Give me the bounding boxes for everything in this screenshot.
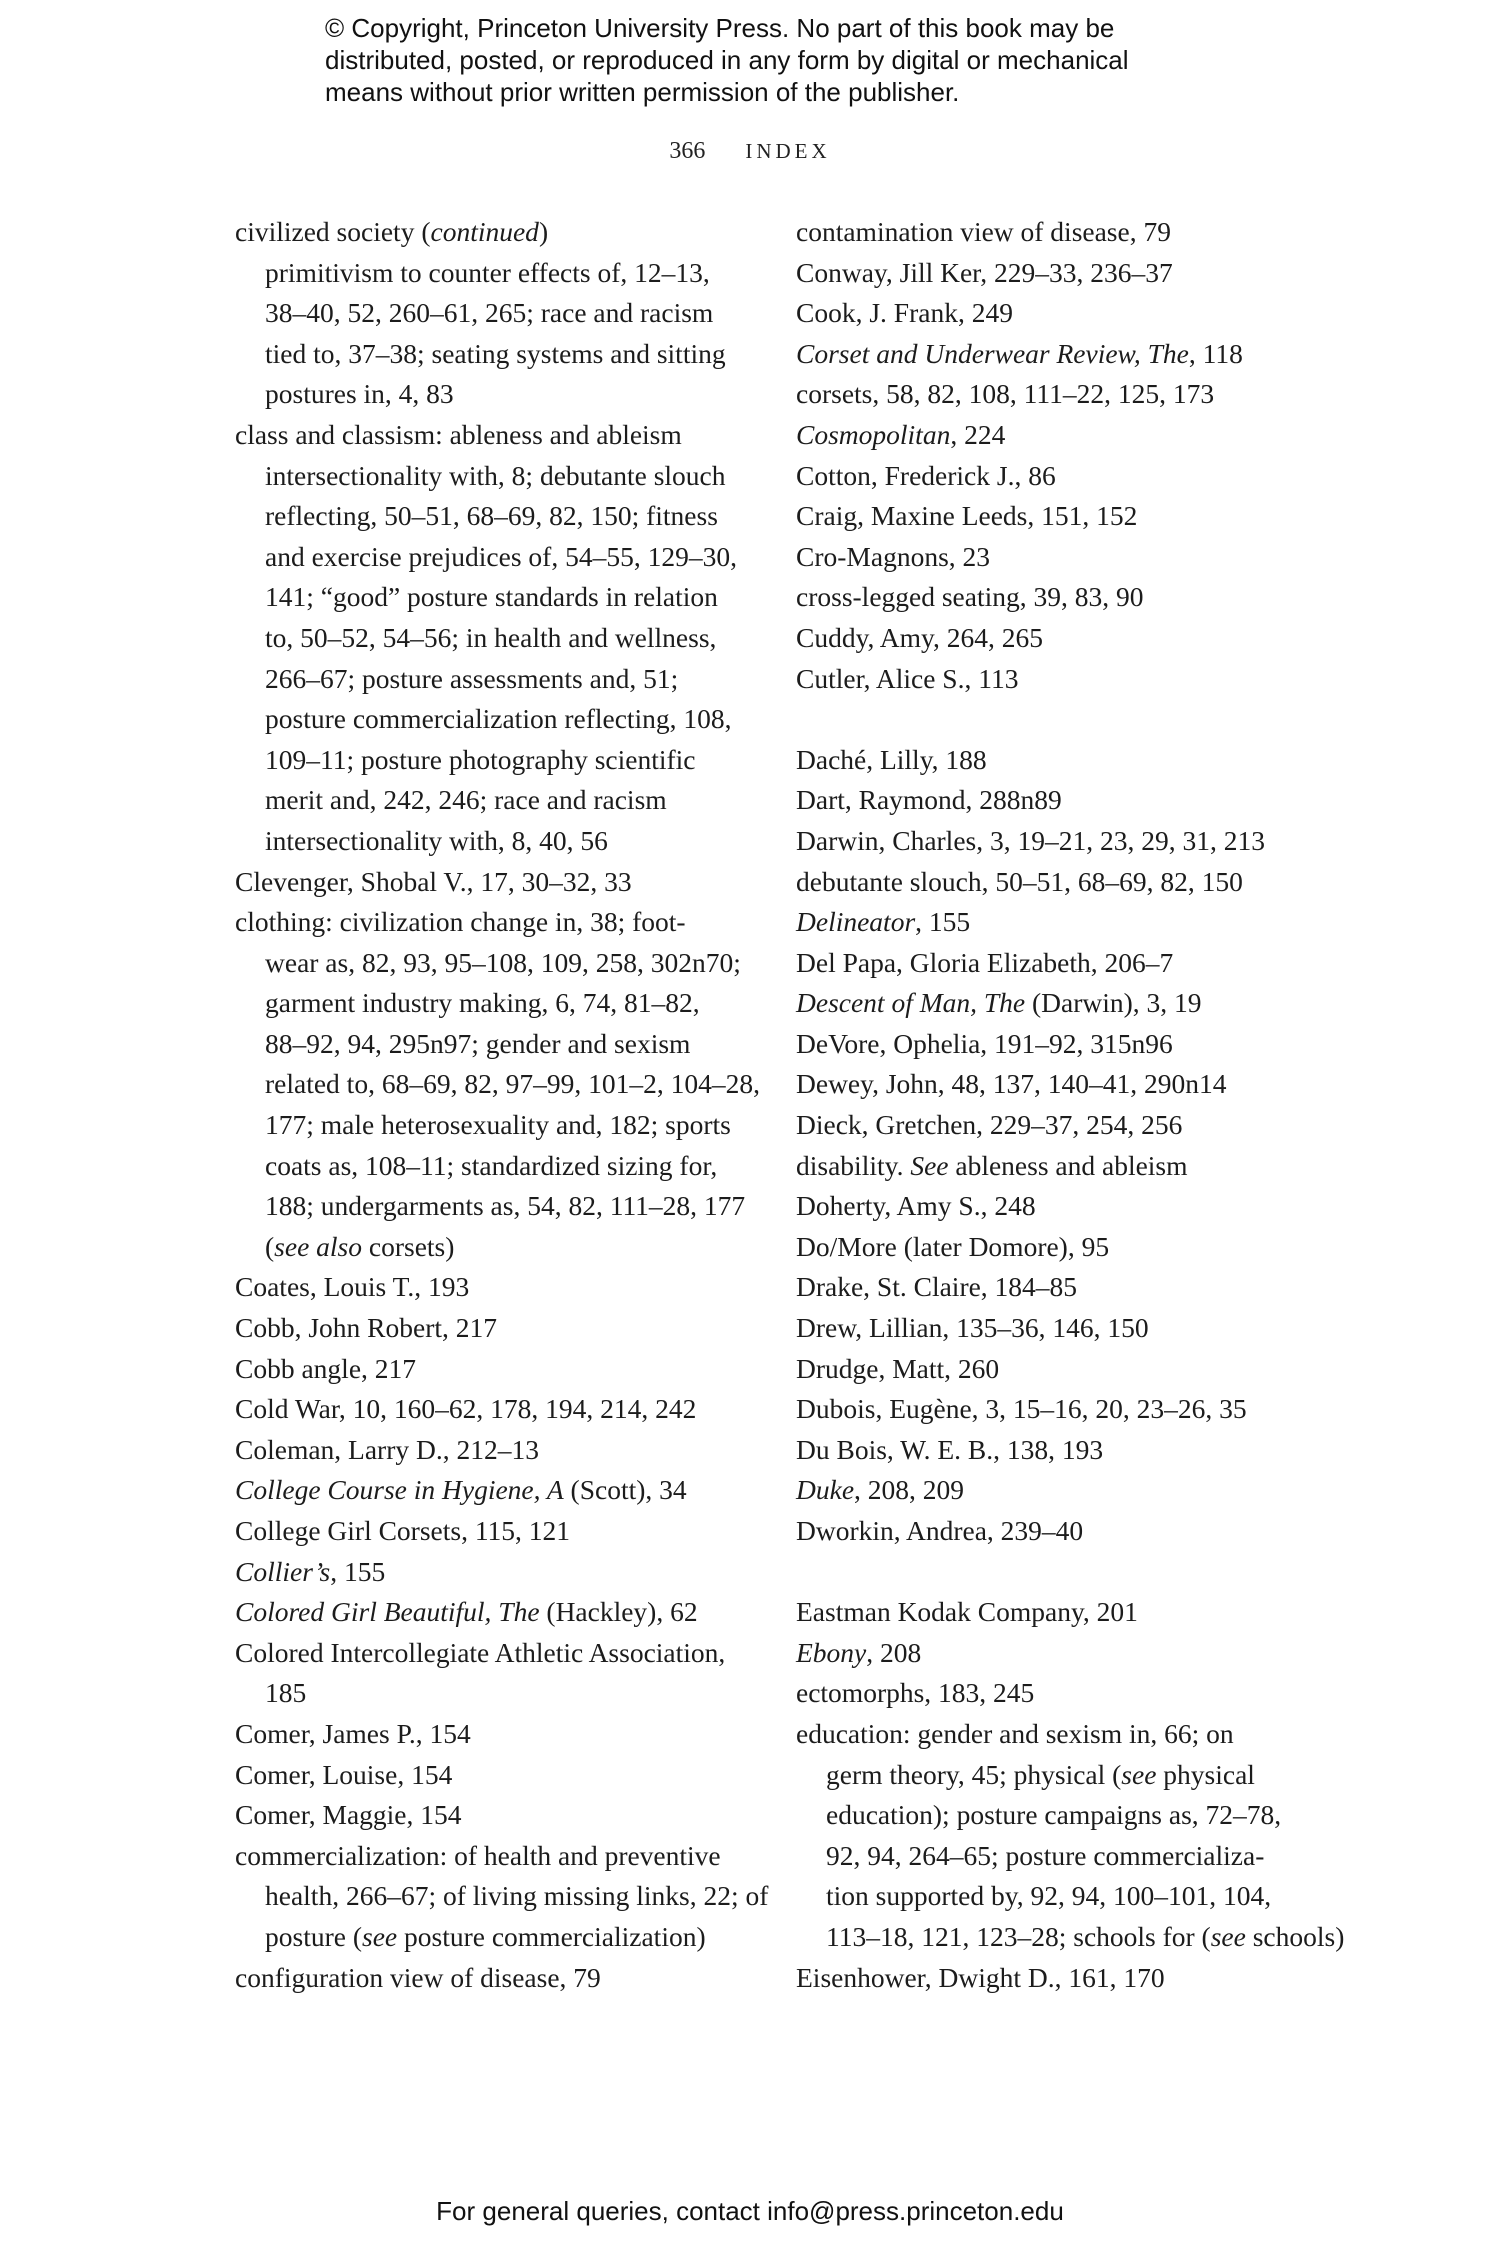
index-entry-heading — [235, 1755, 735, 1796]
index-entry-continuation — [235, 496, 735, 537]
index-entry-continuation — [235, 983, 735, 1024]
index-entry-continuation — [235, 537, 735, 578]
index-entry-heading — [796, 1470, 1316, 1511]
entry-text: Comer, Louise, 154 — [235, 1758, 453, 1790]
index-entry-heading — [796, 1430, 1316, 1471]
index-entry-heading — [796, 1064, 1316, 1105]
italic-title: Delineator — [796, 906, 916, 938]
index-entry-continuation — [235, 1673, 735, 1714]
italic-title: Descent of Man, The — [796, 987, 1026, 1019]
entry-text: posture commercialization reflecting, 108, — [265, 703, 732, 735]
entry-text: 88–92, 94, 295n97; gender and sexism — [265, 1027, 691, 1059]
entry-text: 188; undergarments as, 54, 82, 111–28, 177 — [265, 1190, 746, 1222]
entry-text: primitivism to counter effects of, 12–13, — [265, 256, 710, 288]
index-entry-continuation — [235, 1876, 769, 1917]
entry-text: Cutler, Alice S., 113 — [796, 662, 1019, 694]
italic-title: Collier’s — [235, 1555, 331, 1587]
index-entry-heading — [796, 1349, 1316, 1390]
index-entry-continuation — [235, 334, 735, 375]
index-entry-continuation — [235, 293, 735, 334]
entry-text: Cotton, Frederick J., 86 — [796, 459, 1056, 491]
index-entry-continuation — [235, 740, 735, 781]
entry-text: Coates, Louis T., 193 — [235, 1271, 470, 1303]
index-entry-heading — [796, 577, 1316, 618]
entry-text: Cobb angle, 217 — [235, 1352, 417, 1384]
entry-text: corsets) — [362, 1230, 455, 1262]
index-entry — [796, 293, 1316, 334]
entry-text: education: gender and sexism in, 66; on — [796, 1717, 1234, 1749]
index-entry-heading — [235, 1958, 735, 1999]
index-entry — [235, 1633, 735, 1714]
index-entry-heading — [796, 334, 1316, 375]
entry-text: 185 — [265, 1677, 307, 1709]
index-entry — [796, 334, 1316, 375]
entry-text: 92, 94, 264–65; posture commercializa- — [826, 1839, 1265, 1871]
entry-text: Daché, Lilly, 188 — [796, 743, 987, 775]
index-entry-heading — [235, 1267, 735, 1308]
index-entry-continuation — [235, 1917, 735, 1958]
index-entry-continuation — [235, 1064, 760, 1105]
index-entry — [235, 862, 735, 903]
entry-text: Eastman Kodak Company, 201 — [796, 1596, 1138, 1628]
index-entry-continuation — [235, 659, 735, 700]
italic-title: continued — [430, 216, 539, 247]
index-entry — [796, 496, 1316, 537]
entry-text: Clevenger, Shobal V., 17, 30–32, 33 — [235, 865, 632, 897]
entry-text: Craig, Maxine Leeds, 151, 152 — [796, 500, 1138, 532]
index-entry — [796, 1389, 1316, 1430]
entry-text: , 118 — [1188, 337, 1243, 369]
running-head — [0, 138, 1500, 165]
entry-text: Du Bois, W. E. B., 138, 193 — [796, 1433, 1104, 1465]
entry-text: Colored Intercollegiate Athletic Association, — [235, 1636, 726, 1668]
index-entry-heading — [796, 456, 1316, 497]
index-entry-continuation — [235, 253, 735, 294]
index-column-left — [235, 212, 769, 1998]
entry-text: tied to, 37–38; seating systems and sitting — [265, 337, 726, 369]
index-entry-heading — [796, 1267, 1316, 1308]
index-entry — [796, 740, 1316, 781]
index-entry-heading — [235, 415, 735, 456]
index-entry-heading — [235, 212, 735, 253]
index-entry — [796, 1024, 1316, 1065]
index-entry-continuation — [796, 1876, 1316, 1917]
italic-title: Ebony — [796, 1636, 867, 1668]
entry-text: wear as, 82, 93, 95–108, 109, 258, 302n70; — [265, 946, 741, 978]
entry-text: Conway, Jill Ker, 229–33, 236–37 — [796, 256, 1173, 288]
entry-text: Cro-Magnons, 23 — [796, 540, 991, 572]
index-entry — [796, 1430, 1316, 1471]
index-entry — [796, 253, 1316, 294]
index-entry — [796, 1349, 1316, 1390]
italic-title: see also — [274, 1230, 363, 1262]
italic-title: see — [1121, 1758, 1157, 1790]
entry-text: Dworkin, Andrea, 239–40 — [796, 1515, 1084, 1546]
index-entry-heading — [235, 1552, 735, 1593]
copyright-line: © Copyright, Princeton University Press. No part of this book may be — [325, 13, 1115, 43]
entry-text: Drudge, Matt, 260 — [796, 1352, 1000, 1384]
copyright-line: distributed, posted, or reproduced in any form by digital or mechanical — [325, 45, 1129, 75]
index-entry-continuation — [235, 1186, 746, 1227]
entry-text: (Hackley), 62 — [539, 1596, 698, 1628]
index-entry-continuation — [235, 1024, 735, 1065]
entry-text: merit and, 242, 246; race and racism — [265, 784, 667, 816]
index-entry-continuation — [235, 780, 735, 821]
index-entry — [796, 1592, 1316, 1633]
index-entry-continuation — [796, 1755, 1316, 1796]
entry-text: Do/More (later Domore), 95 — [796, 1230, 1110, 1262]
index-entry-continuation — [235, 699, 735, 740]
entry-text: ableness and ableism — [948, 1149, 1188, 1181]
entry-text: contamination view of disease, 79 — [796, 216, 1171, 247]
index-entry — [235, 1511, 735, 1552]
index-entry-heading — [796, 212, 1316, 253]
index-entry-heading — [235, 1714, 735, 1755]
entry-text: Coleman, Larry D., 212–13 — [235, 1433, 539, 1465]
index-entry-heading — [796, 740, 1316, 781]
entry-text: and exercise prejudices of, 54–55, 129–30, — [265, 540, 737, 572]
index-entry — [796, 1186, 1316, 1227]
index-entry-heading — [796, 1146, 1316, 1187]
index-entry-continuation — [796, 1795, 1316, 1836]
entry-text: College Girl Corsets, 115, 121 — [235, 1515, 571, 1546]
index-entry — [235, 212, 735, 415]
index-entry-heading — [796, 415, 1316, 456]
entry-text: civilized society ( — [235, 216, 431, 247]
index-entry-heading — [796, 1511, 1316, 1552]
index-entry-heading — [796, 1958, 1316, 1999]
entry-text: 113–18, 121, 123–28; schools for ( — [826, 1920, 1211, 1952]
index-entry-continuation — [235, 577, 735, 618]
entry-text: Comer, James P., 154 — [235, 1717, 471, 1749]
entry-text: , 155 — [330, 1555, 386, 1587]
index-entry-heading — [235, 1349, 735, 1390]
index-entry — [796, 1714, 1345, 1958]
index-entry-heading — [235, 1633, 735, 1674]
index-entry — [796, 1511, 1316, 1552]
index-entry — [796, 537, 1316, 578]
index-entry — [796, 1470, 1316, 1511]
index-entry — [796, 780, 1316, 821]
index-entry-continuation — [796, 1917, 1345, 1958]
italic-title: Corset and Underwear Review, The — [796, 337, 1189, 369]
index-entry-heading — [796, 1389, 1316, 1430]
index-entry — [235, 1755, 735, 1796]
index-entry-heading — [796, 1105, 1316, 1146]
entry-text: configuration view of disease, 79 — [235, 1961, 601, 1993]
index-entry-continuation — [235, 374, 735, 415]
index-entry — [796, 1227, 1316, 1268]
index-entry-heading — [796, 1308, 1316, 1349]
index-entry-heading — [235, 862, 735, 903]
entry-text: disability. — [796, 1149, 911, 1181]
index-entry-heading — [235, 902, 735, 943]
entry-text: Dart, Raymond, 288n89 — [796, 784, 1062, 816]
index-entry-heading — [796, 1186, 1316, 1227]
index-entry — [796, 1958, 1316, 1999]
index-column-right — [796, 212, 1345, 1998]
index-entry-heading — [235, 1795, 735, 1836]
index-entry — [235, 1389, 735, 1430]
entry-text: health, 266–67; of living missing links, 22; of — [265, 1880, 769, 1912]
index-entry-heading — [796, 821, 1316, 862]
footer-contact: For general queries, contact info@press.princeton.edu — [436, 2196, 1064, 2226]
copyright-line: means without prior written permission of the publisher. — [325, 77, 960, 107]
index-entry-heading — [796, 659, 1316, 700]
entry-text: , 224 — [950, 418, 1006, 450]
index-entry-heading — [235, 1308, 735, 1349]
entry-text: 109–11; posture photography scientific — [265, 743, 696, 775]
index-entry — [235, 1552, 735, 1593]
index-entry-heading — [796, 537, 1316, 578]
entry-text: 177; male heterosexuality and, 182; sports — [265, 1109, 731, 1141]
entry-text: ectomorphs, 183, 245 — [796, 1677, 1035, 1709]
index-entry — [235, 1430, 735, 1471]
index-entry-continuation — [235, 456, 735, 497]
index-entry-heading — [796, 496, 1316, 537]
index-entry-heading — [796, 293, 1316, 334]
index-entry — [796, 659, 1316, 700]
index-entry — [796, 1267, 1316, 1308]
index-entry — [796, 862, 1316, 903]
entry-text: Del Papa, Gloria Elizabeth, 206–7 — [796, 946, 1174, 978]
entry-text: Drake, St. Claire, 184–85 — [796, 1271, 1078, 1303]
entry-text: 266–67; posture assessments and, 51; — [265, 662, 679, 694]
index-entry-heading — [796, 1592, 1316, 1633]
index-entry-heading — [235, 1389, 735, 1430]
entry-text: Drew, Lillian, 135–36, 146, 150 — [796, 1312, 1149, 1344]
index-entry — [235, 1795, 735, 1836]
entry-text: Doherty, Amy S., 248 — [796, 1190, 1036, 1222]
entry-text: DeVore, Ophelia, 191–92, 315n96 — [796, 1027, 1173, 1059]
index-entry — [796, 1673, 1316, 1714]
entry-text: ( — [265, 1230, 275, 1262]
entry-text: Dewey, John, 48, 137, 140–41, 290n14 — [796, 1068, 1227, 1100]
index-entry-heading — [796, 1227, 1316, 1268]
index-entry-heading — [796, 943, 1316, 984]
letter-group-gap — [796, 1552, 1316, 1593]
index-entry-heading — [796, 1024, 1316, 1065]
italic-title: College Course in Hygiene, A — [235, 1474, 564, 1506]
index-entry-heading — [235, 1430, 735, 1471]
index-entry-continuation — [235, 1105, 735, 1146]
index-entry-continuation — [796, 1836, 1316, 1877]
index-entry-continuation — [235, 1227, 735, 1268]
letter-group-gap — [796, 699, 1316, 740]
entry-text: education); posture campaigns as, 72–78, — [826, 1799, 1282, 1831]
index-entry — [235, 1308, 735, 1349]
index-entry-heading — [796, 374, 1316, 415]
index-entry — [796, 1633, 1316, 1674]
index-entry — [796, 415, 1316, 456]
entry-text: Darwin, Charles, 3, 19–21, 23, 29, 31, 213 — [796, 824, 1265, 856]
index-entry — [796, 943, 1316, 984]
index-entry-heading — [796, 902, 1316, 943]
entry-text: debutante slouch, 50–51, 68–69, 82, 150 — [796, 865, 1243, 897]
entry-text: germ theory, 45; physical ( — [826, 1758, 1122, 1790]
entry-text: 141; “good” posture standards in relation — [265, 581, 718, 613]
index-entry — [796, 374, 1316, 415]
index-entry — [796, 212, 1316, 253]
entry-text: corsets, 58, 82, 108, 111–22, 125, 173 — [796, 378, 1215, 410]
index-entry-heading — [796, 1714, 1316, 1755]
index-entry — [796, 902, 1316, 943]
entry-text: intersectionality with, 8, 40, 56 — [265, 824, 608, 856]
index-entry-heading — [796, 253, 1316, 294]
entry-text: postures in, 4, 83 — [265, 378, 454, 410]
entry-text: , 208 — [866, 1636, 922, 1668]
index-entry — [796, 1105, 1316, 1146]
entry-text: , 155 — [915, 906, 971, 938]
entry-text: , 208, 209 — [854, 1474, 965, 1506]
index-entry-continuation — [235, 943, 741, 984]
entry-text: Comer, Maggie, 154 — [235, 1799, 462, 1831]
entry-text: Cold War, 10, 160–62, 178, 194, 214, 242 — [235, 1393, 697, 1425]
entry-text: (Darwin), 3, 19 — [1025, 987, 1202, 1019]
entry-text: schools) — [1245, 1920, 1345, 1952]
entry-text: posture commercialization) — [397, 1920, 706, 1952]
italic-title: Colored Girl Beautiful, The — [235, 1596, 540, 1628]
index-entry-continuation — [235, 821, 735, 862]
index-entry — [796, 1308, 1316, 1349]
index-entry — [796, 577, 1316, 618]
entry-text: Dieck, Gretchen, 229–37, 254, 256 — [796, 1109, 1183, 1141]
copyright-notice — [325, 12, 1225, 108]
index-entry-heading — [235, 1470, 735, 1511]
index-entry — [796, 1146, 1316, 1187]
italic-title: see — [362, 1920, 398, 1952]
entry-text: class and classism: ableness and ableism — [235, 418, 682, 450]
index-entry-heading — [235, 1836, 735, 1877]
entry-text: related to, 68–69, 82, 97–99, 101–2, 104–28, — [265, 1068, 760, 1100]
entry-text: commercialization: of health and preventive — [235, 1839, 721, 1871]
index-entry — [235, 1592, 735, 1633]
index-entry — [235, 415, 735, 862]
index-entry — [235, 1714, 735, 1755]
entry-text: posture ( — [265, 1920, 362, 1952]
index-entry — [235, 1267, 735, 1308]
entry-text: garment industry making, 6, 74, 81–82, — [265, 987, 700, 1019]
italic-title: see — [1210, 1920, 1246, 1952]
entry-text: Cook, J. Frank, 249 — [796, 297, 1013, 329]
entry-text: to, 50–52, 54–56; in health and wellness, — [265, 621, 717, 653]
index-entry-heading — [796, 618, 1316, 659]
index-entry — [235, 1470, 735, 1511]
index-entry — [235, 902, 760, 1267]
entry-text: Cobb, John Robert, 217 — [235, 1312, 498, 1344]
index-entry-heading — [235, 1592, 735, 1633]
index-entry-continuation — [235, 1146, 735, 1187]
section-title: INDEX — [745, 139, 831, 163]
index-entry — [796, 1064, 1316, 1105]
entry-text: ) — [538, 216, 549, 247]
index-entry — [235, 1958, 735, 1999]
index-entry-heading — [796, 862, 1316, 903]
index-entry-heading — [235, 1511, 735, 1552]
entry-text: tion supported by, 92, 94, 100–101, 104, — [826, 1880, 1272, 1912]
entry-text: (Scott), 34 — [563, 1474, 687, 1506]
index-entry — [796, 821, 1316, 862]
italic-title: Duke — [796, 1474, 855, 1506]
index-entry — [796, 983, 1316, 1024]
entry-text: Eisenhower, Dwight D., 161, 170 — [796, 1961, 1165, 1993]
entry-text: reflecting, 50–51, 68–69, 82, 150; fitness — [265, 500, 718, 532]
index-entry-heading — [796, 983, 1316, 1024]
italic-title: Cosmopolitan — [796, 418, 951, 450]
index-entry — [235, 1349, 735, 1390]
index-entry-heading — [796, 1633, 1316, 1674]
entry-text: 38–40, 52, 260–61, 265; race and racism — [265, 297, 714, 329]
page-number: 366 — [669, 138, 706, 164]
entry-text: clothing: civilization change in, 38; foot- — [235, 906, 686, 938]
italic-title: See — [910, 1149, 949, 1181]
index-entry-continuation — [235, 618, 735, 659]
entry-text: physical — [1156, 1758, 1255, 1790]
index-entry — [235, 1836, 769, 1958]
index-entry — [796, 618, 1316, 659]
entry-text: coats as, 108–11; standardized sizing for, — [265, 1149, 718, 1181]
entry-text: Cuddy, Amy, 264, 265 — [796, 621, 1044, 653]
entry-text: intersectionality with, 8; debutante slouch — [265, 459, 726, 491]
index-entry-heading — [796, 1673, 1316, 1714]
entry-text: Dubois, Eugène, 3, 15–16, 20, 23–26, 35 — [796, 1393, 1247, 1425]
index-entry-heading — [796, 780, 1316, 821]
index-entry — [796, 456, 1316, 497]
entry-text: cross-legged seating, 39, 83, 90 — [796, 581, 1144, 613]
